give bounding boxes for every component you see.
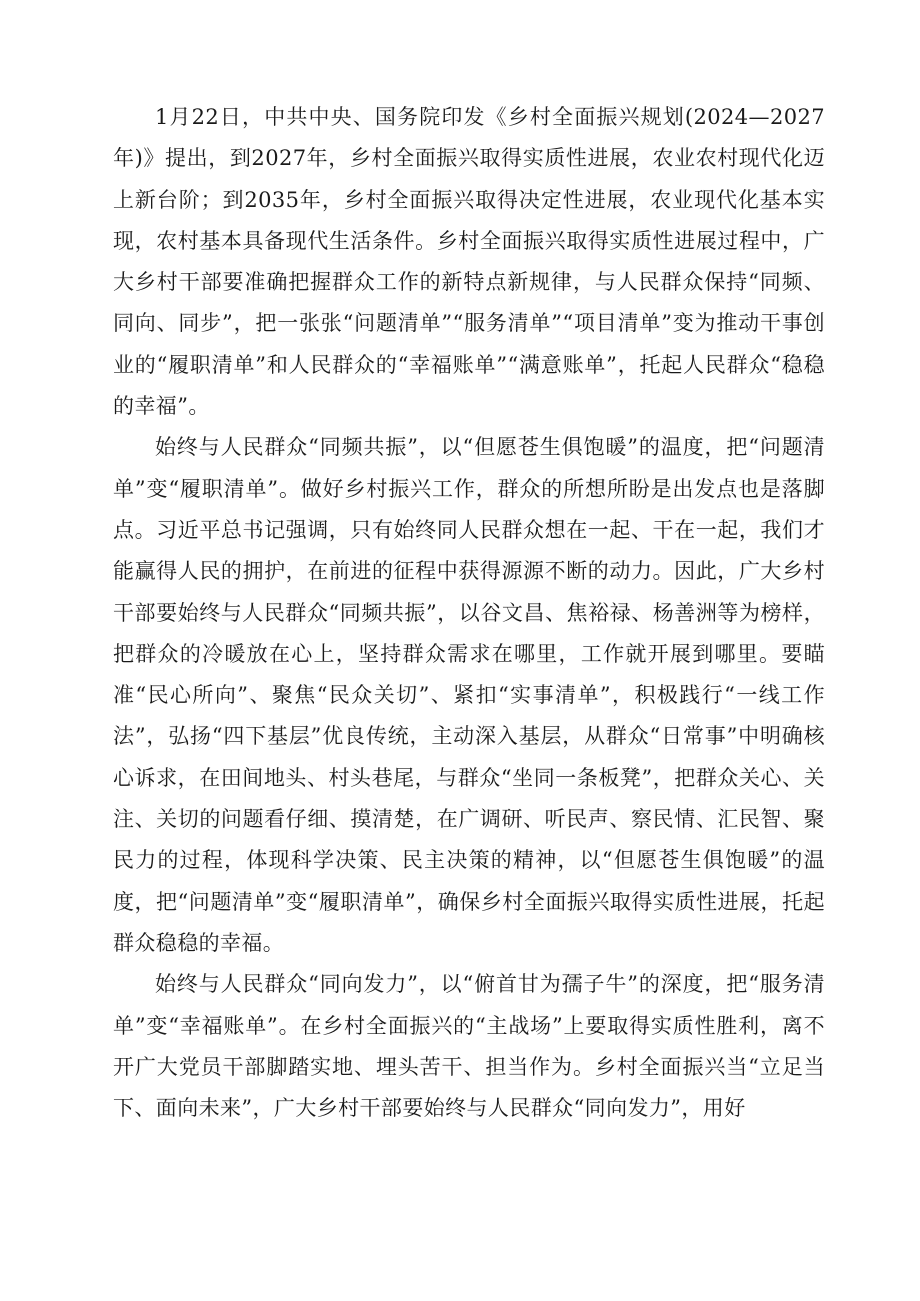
paragraph-same-direction: 始终与人民群众“同向发力”，以“俯首甘为孺子牛”的深度，把“服务清单”变“幸福账单”。在乡村全面振兴的“主战场”上要取得实质性胜利，离不开广大党员干部脚踏实地、埋头苦干、担当作为。乡村全面振兴当“立足当下、面向未来”，广大乡村干部要始终与人民群众“同向发力”，用好: [113, 972, 825, 1121]
article-body: [113, 97, 825, 1129]
paragraph-same-frequency: 始终与人民群众“同频共振”，以“但愿苍生俱饱暖”的温度，把“问题清单”变“履职清单”。做好乡村振兴工作，群众的所想所盼是出发点也是落脚点。习近平总书记强调，只有始终同人民群众想在一起、干在一起，我们才能赢得人民的拥护，在前进的征程中获得源源不断的动力。因此，广大乡村干部要始终与人民群众“同频共振”，以谷文昌、焦裕禄、杨善洲等为榜样，把群众的冷暖放在心上，坚持群众需求在哪里，工作就开展到哪里。要瞄准“民心所向”、聚焦“民众关切”、紧扣“实事清单”，积极践行“一线工作法”，弘扬“四下基层”优良传统，主动深入基层，从群众“日常事”中明确核心诉求，在田间地头、村头巷尾，与群众“坐同一条板凳”，把群众关心、关注、关切的问题看仔细、摸清楚，在广调研、听民声、察民情、汇民智、聚民力的过程，体现科学决策、民主决策的精神，以“但愿苍生俱饱暖”的温度，把“问题清单”变“履职清单”，确保乡村全面振兴取得实质性进展，托起群众稳稳的幸福。: [113, 435, 825, 955]
paragraph-intro: 1月22日，中共中央、国务院印发《乡村全面振兴规划(2024—2027年)》提出，到2027年，乡村全面振兴取得实质性进展，农业农村现代化迈上新台阶；到2035年，乡村全面振兴取得决定性进展，农业现代化基本实现，农村基本具备现代生活条件。乡村全面振兴取得实质性进展过程中，广大乡村干部要准确把握群众工作的新特点新规律，与人民群众保持“同频、同向、同步”，把一张张“问题清单”“服务清单”“项目清单”变为推动干事创业的“履职清单”和人民群众的“幸福账单”“满意账单”，托起人民群众“稳稳的幸福”。: [113, 105, 825, 419]
